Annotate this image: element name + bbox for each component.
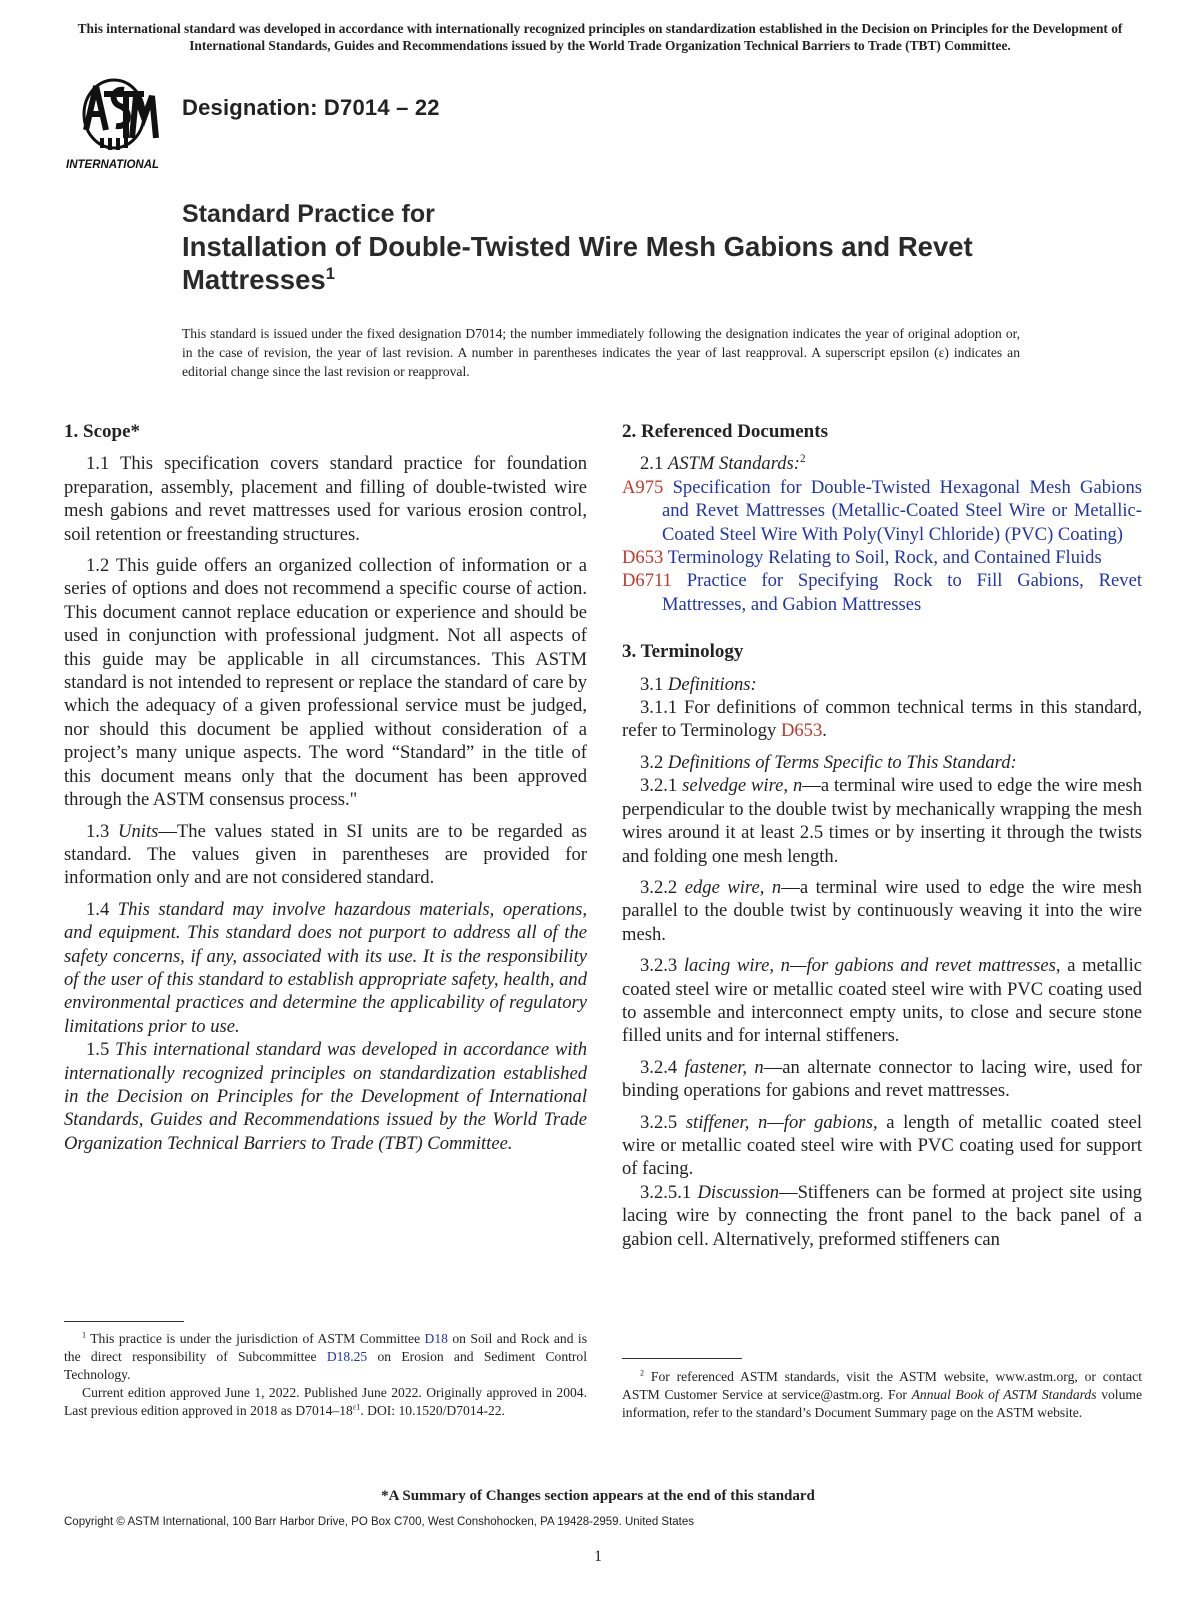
- para-number: 3.2.3: [640, 955, 678, 977]
- para-2-1: [622, 452, 1142, 475]
- right-column: [622, 420, 1142, 1251]
- para-3-2-3: [622, 954, 1142, 1048]
- footnote-mark: 2: [799, 453, 806, 466]
- astm-mark-icon: [84, 80, 156, 150]
- summary-of-changes-note: *A Summary of Changes section appears at the end of this standard: [381, 1488, 815, 1504]
- para-1-4: [64, 898, 587, 1038]
- term: selvedge wire, n: [682, 775, 803, 797]
- tbt-notice: This international standard was developed in accordance with internationally recognized principles on standardization established in the Decision on Principles for the Development of International Standards, Guides and Recommendations issued by the World Trade Organization Technical Barriers to Trade (TBT) Committee.: [77, 21, 1123, 53]
- footnote-text: This practice is under the jurisdiction of ASTM Committee: [86, 1331, 425, 1346]
- footnote-text: on Erosion and Sediment Control Technology.: [64, 1349, 588, 1382]
- para-3-2-5-1: [622, 1181, 1142, 1251]
- ref-title[interactable]: Specification for Double-Twisted Hexagonal Mesh Gabions and Revet Mattresses (Metallic-Coated Steel Wire or Metallic-Coated Steel Wire With Poly(Vinyl Chloride) (PVC) Coating): [662, 476, 1143, 545]
- footnote-mark: 1: [82, 1330, 87, 1340]
- logo-wordmark: INTERNATIONAL: [66, 159, 160, 171]
- para-text: ASTM Standards:: [667, 453, 800, 475]
- d18-25-link[interactable]: D18.25: [326, 1349, 368, 1364]
- term: fastener, n: [684, 1056, 764, 1078]
- para-text: , a metallic coated steel wire or metallic coated steel wire with PVC coating used to assemble and interconnect empty units, to close and secure stone filled units and for internal stiffeners.: [622, 955, 1142, 1047]
- footnote-text: on Soil and Rock and is the direct responsibility of Subcommittee: [64, 1331, 587, 1364]
- para-3-2-5: [622, 1111, 1142, 1181]
- footnote-1: [64, 1330, 587, 1420]
- para-1-3: [64, 820, 587, 890]
- footnote-mark: 2: [640, 1368, 645, 1378]
- para-3-2-1: [622, 774, 1142, 868]
- d653-link[interactable]: D653: [780, 720, 823, 742]
- footnote-text: volume information, refer to the standard’s Document Summary page on the ASTM website.: [622, 1387, 1142, 1420]
- footnote-rule-right: [622, 1358, 742, 1359]
- term: edge wire, n: [684, 876, 782, 898]
- ref-title[interactable]: Terminology Relating to Soil, Rock, and Contained Fluids: [667, 547, 1102, 569]
- footnote-1-para-1: [64, 1330, 587, 1384]
- footnote-1-para-2: [64, 1384, 587, 1420]
- para-text: —Stiffeners can be formed at project site using lacing wire by connecting the front panel to the back panel of a gabion cell. Alternatively, preformed stiffeners can: [622, 1181, 1142, 1250]
- footnote-italic: Annual Book of ASTM Standards: [911, 1387, 1097, 1402]
- copyright: Copyright © ASTM International, 100 Barr Harbor Drive, PO Box C700, West Conshohocken, PA 19428-2959. United States: [64, 1516, 695, 1528]
- para-text: 3.1.1 For definitions of common technical terms in this standard, refer to Terminology: [622, 697, 1142, 742]
- footnote-2: [622, 1368, 1142, 1422]
- para-number: 1.5: [86, 1039, 110, 1061]
- title-line-2: [182, 230, 1062, 296]
- para-3-1: [622, 673, 1142, 696]
- referenced-heading: 2. Referenced Documents: [622, 421, 828, 442]
- left-column: [64, 420, 587, 1163]
- terminology-heading: 3. Terminology: [622, 641, 744, 663]
- para-number: 1.4: [86, 898, 110, 920]
- term: Discussion: [697, 1181, 780, 1203]
- para-number: 2.1: [640, 453, 664, 475]
- para-text: —an alternate connector to lacing wire, used for binding operations for gabions and revet mattresses.: [622, 1056, 1143, 1102]
- para-number: 3.2.5: [640, 1111, 678, 1133]
- para-3-2: [622, 751, 1142, 774]
- title-line-1: Standard Practice for: [182, 200, 435, 228]
- footnote-2-para: [622, 1368, 1142, 1422]
- para-text: —a terminal wire used to edge the wire mesh perpendicular to the double twist by mechanically wrapping the mesh wires around it at least 2.5 times or by inserting it through the twists and folding one mesh length.: [622, 775, 1142, 867]
- para-text: This standard may involve hazardous materials, operations, and equipment. This standard does not purport to address all of the safety concerns, if any, associated with its use. It is the responsibility of the user of this standard to establish appropriate safety, health, and environmental practices and determine the applicability of regulatory limitations prior to use.: [64, 898, 588, 1037]
- para-text: —a terminal wire used to edge the wire mesh parallel to the double twist by continuously weaving it into the wire mesh.: [622, 876, 1142, 945]
- para-1-2: 1.2 This guide offers an organized collection of information or a series of options and does not recommend a specific course of action. This document cannot replace education or experience and should be used in conjunction with professional judgment. Not all aspects of this guide may be applicable in all circumstances. This ASTM standard is not intended to represent or replace the standard of care by which the adequacy of a given professional service must be judged, nor should this document be applied without consideration of a project’s many unique aspects. The word “Standard” in the title of this document means only that the document has been approved through the ASTM consensus process.": [64, 555, 587, 811]
- para-end: .: [822, 720, 827, 742]
- ref-code[interactable]: A975: [622, 476, 664, 498]
- title-footnote-mark: 1: [325, 264, 335, 283]
- astm-logo: [64, 72, 170, 172]
- para-text: Definitions of Terms Specific to This Standard:: [667, 751, 1017, 773]
- para-3-1-1: [622, 696, 1142, 743]
- footnote-text: Current edition approved June 1, 2022. Published June 2022. Originally approved in 2004. Last previous edition approved in 2018 as D7014–18: [64, 1385, 587, 1418]
- footnote-rule-left: [64, 1321, 184, 1322]
- ref-title[interactable]: Practice for Specifying Rock to Fill Gabions, Revet Mattresses, and Gabion Mattresses: [662, 570, 1142, 615]
- reference-d6711[interactable]: [622, 569, 1142, 616]
- scope-heading: 1. Scope*: [64, 421, 140, 442]
- reference-d653[interactable]: [622, 546, 1142, 569]
- d18-link[interactable]: D18: [424, 1331, 448, 1346]
- term: stiffener, n—for gabions: [685, 1111, 873, 1133]
- para-number: 3.2.2: [640, 876, 678, 898]
- footnote-text: . DOI: 10.1520/D7014-22.: [360, 1403, 505, 1418]
- para-text: Definitions:: [667, 673, 757, 695]
- para-number: 3.2: [640, 751, 664, 773]
- document-title: [182, 198, 1062, 296]
- ref-code[interactable]: D653: [622, 547, 664, 569]
- title-text: Installation of Double-Twisted Wire Mesh Gabions and Revet Mattresses: [182, 231, 973, 295]
- para-3-2-4: [622, 1056, 1142, 1103]
- page-number: 1: [594, 1548, 602, 1565]
- para-text: —The values stated in SI units are to be regarded as standard. The values given in parentheses are provided for information only and are not considered standard.: [64, 820, 587, 889]
- term: Units: [118, 820, 159, 842]
- epsilon-mark: ε1: [352, 1402, 361, 1412]
- para-number: 1.3: [86, 820, 110, 842]
- para-text: , a length of metallic coated steel wire or metallic coated steel wire with PVC coating used for support of facing.: [622, 1111, 1142, 1180]
- para-number: 3.1: [640, 673, 664, 695]
- ref-code[interactable]: D6711: [622, 570, 672, 592]
- para-text: This international standard was developed in accordance with internationally recognized principles on standardization established in the Decision on Principles for the Development of International Standards, Guides and Recommendations issued by the World Trade Organization Technical Barriers to Trade (TBT) Committee.: [64, 1039, 587, 1154]
- footnote-text: For referenced ASTM standards, visit the ASTM website, www.astm.org, or contact ASTM Customer Service at service@astm.org. For: [622, 1369, 1142, 1402]
- para-number: 3.2.5.1: [640, 1181, 692, 1203]
- para-1-5: [64, 1038, 587, 1155]
- issue-note: This standard is issued under the fixed designation D7014; the number immediately following the designation indicates the year of original adoption or, in the case of revision, the year of last revision. A number in parentheses indicates the year of last reapproval. A superscript epsilon (ε) indicates an editorial change since the last revision or reapproval.: [182, 326, 1020, 379]
- designation: Designation: D7014 – 22: [182, 95, 440, 120]
- para-number: 3.2.1: [640, 775, 678, 797]
- reference-a975[interactable]: [622, 476, 1142, 546]
- para-number: 3.2.4: [640, 1056, 678, 1078]
- para-1-1: 1.1 This specification covers standard practice for foundation preparation, assembly, placement and filling of double-twisted wire mesh gabions and revet mattresses used for various erosion control, soil retention or freestanding structures.: [64, 453, 587, 545]
- para-3-2-2: [622, 876, 1142, 946]
- term: lacing wire, n—for gabions and revet mattresses: [683, 955, 1056, 977]
